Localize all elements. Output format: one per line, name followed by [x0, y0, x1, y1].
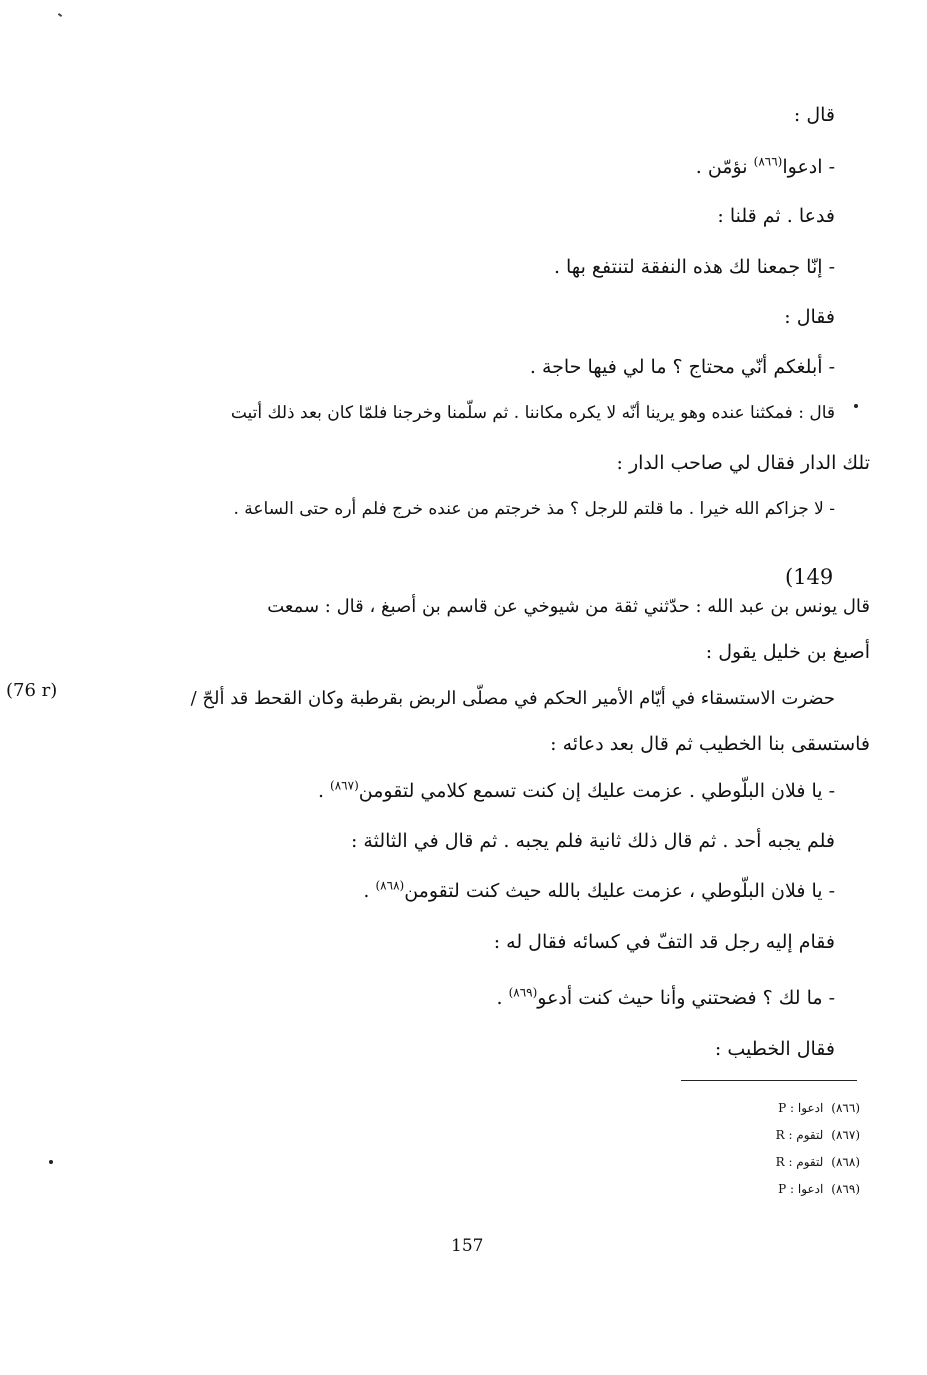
text-line-12: حضرت الاستسقاء في أيّام الأمير الحكم في مصلّى الربض بقرطبة وكان القحط قد ألحّ /: [190, 688, 835, 709]
footnote-number: (٨٦٩): [831, 1182, 860, 1196]
line-14-text: - يا فلان البلّوطي . عزمت عليك إن كنت تسمع كلامي لتقومن: [358, 780, 835, 802]
text-line-17: فقام إليه رجل قد التفّ في كسائه فقال له :: [493, 931, 835, 953]
scan-mark: [58, 13, 62, 17]
footnote-ref-868: (٨٦٨): [375, 878, 405, 893]
line-14-stop: .: [317, 780, 331, 802]
bullet-mark: [854, 404, 858, 408]
footnote-number: (٨٦٨): [831, 1155, 860, 1169]
footnote-866: [778, 1100, 860, 1116]
page-number: 157: [451, 1236, 484, 1256]
footnote-text: ادعوا : P: [778, 1182, 824, 1196]
text-line-9: - لا جزاكم الله خيرا . ما قلتم للرجل ؟ مذ خرجتم من عنده خرج فلم أره حتى الساعة .: [233, 499, 835, 519]
text-line-15: فلم يجبه أحد . ثم قال ذلك ثانية فلم يجبه . ثم قال في الثالثة :: [350, 830, 835, 852]
text-line-19: فقال الخطيب :: [714, 1038, 835, 1060]
footnote-867: [776, 1127, 860, 1143]
line-16-stop: .: [363, 880, 376, 902]
text-line-14: [318, 778, 835, 804]
footnote-ref-869: (٨٦٩): [508, 985, 538, 1000]
text-line-16: [363, 878, 835, 904]
text-line-6: - أبلغكم أنّي محتاج ؟ ما لي فيها حاجة .: [529, 356, 835, 378]
footnote-ref-866: (٨٦٦): [753, 154, 783, 169]
footnote-number: (٨٦٧): [831, 1128, 860, 1142]
text-line-4: - إنّا جمعنا لك هذه النفقة لتنتفع بها .: [553, 256, 835, 278]
footnote-868: [776, 1154, 860, 1170]
text-line-18: [496, 985, 835, 1011]
text-line-5: فقال :: [784, 306, 835, 328]
footnote-separator: [681, 1080, 857, 1081]
footnote-text: ادعوا : P: [778, 1101, 824, 1115]
line-16-text: - يا فلان البلّوطي ، عزمت عليك بالله حيث كنت لتقومن: [404, 880, 835, 902]
line-18-stop: .: [496, 987, 509, 1009]
text-line-3: فدعا . ثم قلنا :: [717, 205, 835, 227]
line-2-start: - ادعوا: [782, 156, 835, 178]
line-18-text: - ما لك ؟ فضحتني وأنا حيث كنت أدعو: [537, 987, 835, 1009]
footnote-text: لتقوم : R: [775, 1128, 824, 1142]
footnote-text: لتقوم : R: [775, 1155, 824, 1169]
margin-reference: (76 r): [6, 680, 58, 701]
text-line-13: فاستسقى بنا الخطيب ثم قال بعد دعائه :: [550, 733, 870, 755]
scan-dot: [49, 1160, 53, 1164]
footnote-ref-867: (٨٦٧): [330, 778, 359, 793]
text-line-1: قال :: [793, 104, 835, 126]
text-line-11: أصبغ بن خليل يقول :: [705, 641, 870, 663]
footnote-number: (٨٦٦): [831, 1101, 860, 1115]
footnote-869: [778, 1181, 860, 1197]
text-line-7: قال : فمكثنا عنده وهو يرينا أنّه لا يكره مكاننا . ثم سلّمنا وخرجنا فلمّا كان بعد ذلك أتيت: [230, 403, 835, 423]
line-2-end: نؤمّن .: [695, 156, 748, 178]
text-line-10: قال يونس بن عبد الله : حدّثني ثقة من شيوخي عن قاسم بن أصبغ ، قال : سمعت: [267, 596, 870, 617]
text-line-2: [696, 154, 835, 180]
text-line-8: تلك الدار فقال لي صاحب الدار :: [616, 452, 870, 474]
section-number: (149: [785, 565, 834, 589]
